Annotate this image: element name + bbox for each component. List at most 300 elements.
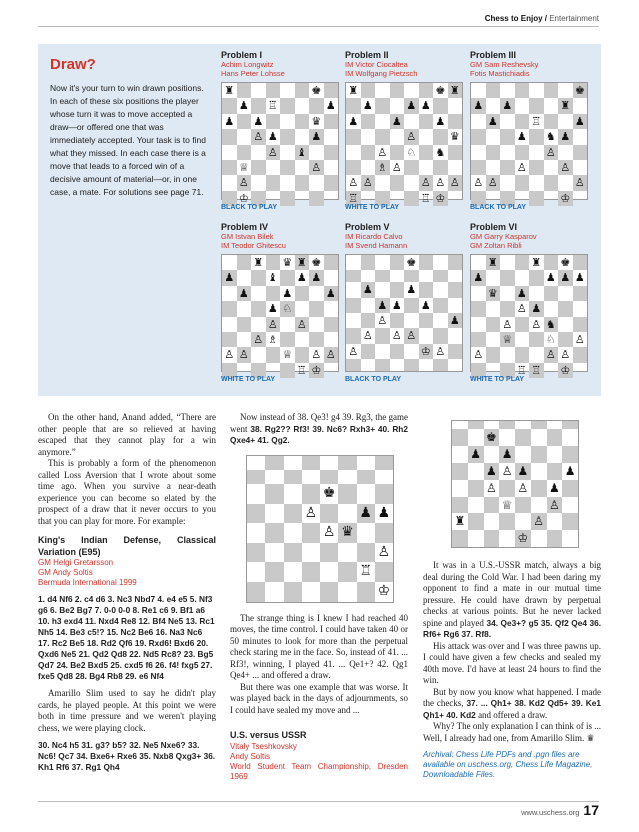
player-name: GM Zoltan Ribli <box>470 241 522 250</box>
board-square <box>515 114 530 129</box>
board-square <box>419 83 434 98</box>
board-square <box>375 562 393 582</box>
board-square <box>247 504 265 524</box>
board-square <box>237 270 252 285</box>
chess-piece-icon: ♟ <box>238 99 249 113</box>
board-square <box>222 160 237 175</box>
board-square <box>515 332 530 347</box>
chess-piece-icon: ♗ <box>375 160 390 175</box>
board-square <box>471 129 486 144</box>
board-square <box>486 347 501 362</box>
board-square <box>471 286 486 301</box>
chess-piece-icon: ♙ <box>266 145 281 160</box>
board-square <box>419 328 434 343</box>
board-square <box>529 191 544 206</box>
board-square <box>468 421 484 429</box>
board-square <box>448 328 463 343</box>
board-square <box>562 513 578 530</box>
board-square <box>486 129 501 144</box>
chess-piece-icon: ♟ <box>282 286 293 300</box>
player-name: IM Ricardo Calvo <box>345 232 403 241</box>
board-square <box>284 470 302 484</box>
board-square <box>531 497 547 514</box>
chess-piece-icon: ♔ <box>558 191 573 206</box>
board-square <box>500 347 515 362</box>
board-square <box>346 98 361 113</box>
chess-piece-icon: ♟ <box>404 98 419 113</box>
board-square <box>324 270 339 285</box>
board-square <box>324 114 339 129</box>
column-3 <box>423 412 601 780</box>
board-square <box>284 523 302 543</box>
board-square <box>544 301 559 316</box>
board-square <box>529 286 544 301</box>
player-name: Fotis Mastichiadis <box>470 69 530 78</box>
board-square <box>266 83 281 98</box>
board-square <box>280 270 295 285</box>
chess-diagram <box>470 254 588 377</box>
board-square <box>302 543 320 563</box>
player-name: Hans Peter Lohsse <box>221 69 285 78</box>
board-square <box>468 463 484 480</box>
paragraph <box>423 721 601 744</box>
board-square <box>531 530 547 547</box>
board-square <box>515 255 530 270</box>
chess-piece-icon: ♛ <box>449 130 460 144</box>
board-square <box>484 446 500 463</box>
chess-piece-icon: ♟ <box>253 114 264 128</box>
chess-piece-icon: ♖ <box>516 363 527 377</box>
game-white: Vitaly Tseshkovsky <box>230 741 297 751</box>
chess-piece-icon: ♙ <box>558 160 573 175</box>
board-square <box>468 530 484 547</box>
board-square <box>558 317 573 332</box>
chess-piece-icon: ♟ <box>545 271 556 285</box>
board-square <box>324 175 339 190</box>
board-square <box>390 270 405 282</box>
board-square <box>251 301 266 316</box>
board-square <box>266 286 281 301</box>
board-square <box>361 313 376 328</box>
chess-piece-icon: ♟ <box>448 313 463 328</box>
board-square <box>544 83 559 98</box>
board-square <box>452 463 468 480</box>
paragraph: But there was one example that was worse. It was played back in the days of adjournments, so I could have sealed my move and ... <box>230 681 408 715</box>
board-square <box>324 160 339 175</box>
board-square <box>468 429 484 446</box>
board-square <box>237 255 252 270</box>
chess-piece-icon: ♟ <box>499 446 515 463</box>
board-square <box>448 270 463 282</box>
to-move-label: WHITE TO PLAY <box>221 376 276 383</box>
board-square <box>515 421 531 429</box>
chess-piece-icon: ♔ <box>433 191 448 206</box>
board-square <box>361 114 376 129</box>
board-square <box>357 523 375 543</box>
board-square <box>361 129 376 144</box>
board-square <box>547 513 563 530</box>
board-square <box>448 344 463 359</box>
paragraph: Amarillo Slim used to say he didn't play cards, he played people. At this point we were both in time pressure and we weren't playing chess, we were playing clock. <box>38 688 216 733</box>
board-square <box>302 484 320 504</box>
board-square <box>471 145 486 160</box>
board-square <box>375 328 390 343</box>
chess-piece-icon: ♟ <box>267 302 278 316</box>
board-square <box>515 497 531 514</box>
player-name: GM Sam Reshevsky <box>470 60 539 69</box>
board-square <box>338 456 356 470</box>
board-square <box>237 301 252 316</box>
section-name: Chess to Enjoy / <box>484 14 547 23</box>
board-square <box>486 317 501 332</box>
draw-sidebar <box>38 44 212 396</box>
chess-piece-icon: ♙ <box>544 145 559 160</box>
chess-piece-icon: ♜ <box>486 255 501 270</box>
board-square <box>544 255 559 270</box>
board-square <box>573 301 588 316</box>
board-square <box>544 363 559 378</box>
game-title: King's Indian Defense, Classical Variation (E95) <box>38 535 216 557</box>
board-square <box>390 98 405 113</box>
chess-piece-icon: ♙ <box>224 348 235 362</box>
board-square <box>222 98 237 113</box>
player-name: Achim Longwitz <box>221 60 274 69</box>
board-square <box>531 429 547 446</box>
player-name: GM Istvan Bilek <box>221 232 274 241</box>
chess-piece-icon: ♚ <box>560 256 571 269</box>
board-square <box>265 562 283 582</box>
chess-piece-icon: ♟ <box>573 114 588 129</box>
game-moves: 1. d4 Nf6 2. c4 d6 3. Nc3 Nbd7 4. e4 e5 5. Nf3 g6 6. Be2 Bg7 7. 0-0 0-0 8. Re1 c6 9. Bf1 a6 10. h3 exd4 11. Nxd4 Re8 12. Bf4 Ne5 13. Rc1 Nh5 14. Be3 c5!? 15. Nc2 Be6 16. Na3 Nc6 17. Rc2 Be5 18. Rd2 Qf6 19. Rxd6! Bxd6 20. Qxd6 Ne5 21. Qd2 Qd8 22. Nd5 Rc8? 23. Bg5 Qd7 24. Be2 Bxd5 25. cxd5 f6 26. f4! fxg5 27. fxe5 Qd8 28. Bg4 Rb8 29. e6 Nf4 <box>38 594 215 681</box>
board-square <box>375 114 390 129</box>
problem-title: Problem I <box>221 50 263 60</box>
text: But by now you know what happened. I made the checks, <box>423 686 601 708</box>
chess-piece-icon: ♖ <box>346 191 361 206</box>
board-square <box>375 175 390 190</box>
chess-diagram <box>345 82 463 205</box>
board-square <box>515 270 530 285</box>
board-square <box>280 160 295 175</box>
chess-diagram <box>246 455 394 603</box>
board-square <box>222 255 237 270</box>
chess-piece-icon: ♟ <box>309 270 324 285</box>
board-square <box>284 456 302 470</box>
board-square <box>375 523 393 543</box>
board-square <box>419 255 434 270</box>
chess-piece-icon: ♙ <box>517 480 529 495</box>
board-square <box>284 582 302 602</box>
board-square <box>500 286 515 301</box>
board-square <box>500 301 515 316</box>
chess-piece-icon: ♟ <box>361 282 376 297</box>
to-move-label: WHITE TO PLAY <box>345 204 400 211</box>
board-square <box>515 98 530 113</box>
chess-piece-icon: ♚ <box>406 256 417 269</box>
chess-piece-icon: ♕ <box>501 497 513 512</box>
chess-piece-icon: ♔ <box>238 191 249 205</box>
chess-diagram <box>470 82 588 205</box>
chess-piece-icon: ♟ <box>500 98 515 113</box>
chess-piece-icon: ♔ <box>558 363 573 378</box>
chess-piece-icon: ♚ <box>573 83 588 98</box>
board-square <box>357 582 375 602</box>
board-square <box>404 313 419 328</box>
board-square <box>361 160 376 175</box>
board-square <box>375 83 390 98</box>
board-square <box>573 145 588 160</box>
archival-note: Archival: Chess Life PDFs and .pgn files are available on uschess.org, Chess Life Magazine, Downloadable Files. <box>423 750 593 779</box>
board-square <box>544 286 559 301</box>
board-square <box>247 582 265 602</box>
board-square <box>251 175 266 190</box>
board-square <box>346 160 361 175</box>
board-square <box>361 298 376 313</box>
board-square <box>302 523 320 543</box>
board-square <box>375 129 390 144</box>
chess-piece-icon: ♙ <box>295 317 310 332</box>
chess-piece-icon: ♚ <box>322 484 336 501</box>
board-square <box>324 317 339 332</box>
board-square <box>419 160 434 175</box>
chess-diagram <box>451 420 579 548</box>
board-square <box>486 332 501 347</box>
board-square <box>324 255 339 270</box>
board-square <box>375 456 393 470</box>
board-square <box>500 145 515 160</box>
board-square <box>515 83 530 98</box>
board-square <box>547 446 563 463</box>
board-square <box>222 129 237 144</box>
board-square <box>309 98 324 113</box>
board-square <box>486 270 501 285</box>
chess-piece-icon: ♚ <box>311 84 322 97</box>
chess-piece-icon: ♟ <box>348 114 359 128</box>
chess-piece-icon: ♜ <box>253 256 264 269</box>
board-square <box>573 129 588 144</box>
board-square <box>486 301 501 316</box>
board-square <box>448 359 463 371</box>
board-square <box>320 470 338 484</box>
board-square <box>295 98 310 113</box>
chess-piece-icon: ♜ <box>531 256 542 269</box>
chess-piece-icon: ♛ <box>486 286 501 301</box>
board-square <box>309 175 324 190</box>
board-square <box>452 480 468 497</box>
board-square <box>471 317 486 332</box>
board-square <box>302 470 320 484</box>
board-square <box>448 98 463 113</box>
moves-inline: 38. Rg2?? Rf3! 39. Nc6? Rxh3+ 40. Rh2 Qxe4+ 41. Qg2. <box>230 423 408 445</box>
board-square <box>251 83 266 98</box>
board-square <box>266 175 281 190</box>
to-move-label: BLACK TO PLAY <box>221 204 278 211</box>
chess-piece-icon: ♙ <box>473 176 484 190</box>
board-square <box>419 129 434 144</box>
board-square <box>500 114 515 129</box>
chess-piece-icon: ♔ <box>419 344 434 359</box>
sidebar-title: Draw? <box>50 56 96 73</box>
chess-piece-icon: ♟ <box>375 298 390 313</box>
board-square <box>338 582 356 602</box>
board-square <box>284 504 302 524</box>
board-square <box>484 421 500 429</box>
board-square <box>499 530 515 547</box>
chess-piece-icon: ♙ <box>547 497 563 514</box>
chess-piece-icon: ♖ <box>359 563 372 580</box>
board-square <box>433 328 448 343</box>
board-square <box>471 301 486 316</box>
chess-piece-icon: ♙ <box>574 333 585 347</box>
chess-piece-icon: ♔ <box>377 582 391 599</box>
board-square <box>471 160 486 175</box>
board-square <box>295 83 310 98</box>
board-square <box>433 313 448 328</box>
game-title: U.S. versus USSR <box>230 730 307 740</box>
chess-piece-icon: ♟ <box>357 504 375 524</box>
chess-piece-icon: ♖ <box>529 363 544 378</box>
board-square <box>375 359 390 371</box>
chess-piece-icon: ♟ <box>529 301 544 316</box>
board-square <box>280 363 295 378</box>
chess-piece-icon: ♟ <box>406 283 417 297</box>
board-square <box>486 145 501 160</box>
board-square <box>562 429 578 446</box>
board-square <box>324 332 339 347</box>
board-square <box>309 317 324 332</box>
chess-piece-icon: ♘ <box>280 301 295 316</box>
chess-piece-icon: ♞ <box>435 145 446 159</box>
chess-piece-icon: ♙ <box>237 347 252 362</box>
chess-piece-icon: ♟ <box>548 480 560 495</box>
paragraph: The strange thing is I knew I had reached 40 moves, the time control. I could have taken 40 or 50 minutes to look for more than the perpetual check staring me in the face. So, instead of 41. ... Rf3!, winning, I played 41. ... Qe1+? 42. Qg1 Qe4+ ... and offered a draw. <box>230 612 408 680</box>
board-square <box>295 160 310 175</box>
board-square <box>573 317 588 332</box>
chess-piece-icon: ♟ <box>515 463 531 480</box>
chess-piece-icon: ♙ <box>348 176 359 190</box>
problem-heading <box>345 50 417 78</box>
chess-piece-icon: ♟ <box>420 99 431 113</box>
chess-piece-icon: ♙ <box>266 317 281 332</box>
board-square <box>338 562 356 582</box>
chess-piece-icon: ♟ <box>558 270 573 285</box>
board-square <box>295 301 310 316</box>
board-square <box>309 191 324 206</box>
board-square <box>338 484 356 504</box>
board-square <box>247 543 265 563</box>
board-square <box>265 484 283 504</box>
chess-piece-icon: ♟ <box>468 446 484 463</box>
chess-diagram <box>221 254 339 377</box>
problem-heading <box>221 222 286 250</box>
board-square <box>280 175 295 190</box>
chess-diagram <box>345 254 463 372</box>
board-square <box>251 160 266 175</box>
game-event: Bermuda International 1999 <box>38 578 137 587</box>
board-square <box>500 160 515 175</box>
player-name: IM Teodor Ghitescu <box>221 241 286 250</box>
chess-piece-icon: ♜ <box>454 514 466 529</box>
board-square <box>237 332 252 347</box>
board-square <box>320 582 338 602</box>
board-square <box>468 480 484 497</box>
chess-piece-icon: ♕ <box>238 161 249 175</box>
chess-piece-icon: ♟ <box>558 129 573 144</box>
page-footer <box>521 802 599 818</box>
board-square <box>320 562 338 582</box>
board-square <box>247 523 265 543</box>
problem-title: Problem V <box>345 222 390 232</box>
board-square <box>448 160 463 175</box>
chess-piece-icon: ♙ <box>348 344 359 358</box>
board-square <box>346 282 361 297</box>
board-square <box>324 191 339 206</box>
board-square <box>547 530 563 547</box>
board-square <box>309 286 324 301</box>
chess-piece-icon: ♙ <box>377 314 388 327</box>
chess-piece-icon: ♙ <box>304 504 318 521</box>
board-square <box>558 301 573 316</box>
board-square <box>558 145 573 160</box>
chess-piece-icon: ♜ <box>224 84 235 97</box>
board-square <box>562 446 578 463</box>
board-square <box>404 298 419 313</box>
board-square <box>237 317 252 332</box>
board-square <box>375 282 390 297</box>
page-number: 17 <box>583 802 599 818</box>
board-square <box>448 145 463 160</box>
chess-piece-icon: ♕ <box>500 332 515 347</box>
chess-piece-icon: ♙ <box>544 347 559 362</box>
chess-piece-icon: ♙ <box>486 175 501 190</box>
chess-piece-icon: ♞ <box>545 130 556 144</box>
chess-piece-icon: ♙ <box>311 348 322 362</box>
board-square <box>390 145 405 160</box>
board-square <box>433 129 448 144</box>
board-square <box>531 463 547 480</box>
chess-piece-icon: ♙ <box>501 464 513 479</box>
board-square <box>471 332 486 347</box>
board-square <box>222 145 237 160</box>
board-square <box>346 359 361 371</box>
chess-piece-icon: ♙ <box>404 129 419 144</box>
chess-piece-icon: ♙ <box>573 175 588 190</box>
board-square <box>529 98 544 113</box>
board-square <box>295 175 310 190</box>
chess-piece-icon: ♙ <box>502 317 513 331</box>
chess-piece-icon: ♜ <box>295 255 310 270</box>
player-name: IM Victor Ciocaltea <box>345 60 408 69</box>
board-square <box>452 497 468 514</box>
board-square <box>573 286 588 301</box>
board-square <box>529 347 544 362</box>
board-square <box>375 484 393 504</box>
board-square <box>309 145 324 160</box>
chess-piece-icon: ♙ <box>485 480 497 495</box>
board-square <box>404 114 419 129</box>
board-square <box>295 347 310 362</box>
chess-piece-icon: ♟ <box>325 99 336 113</box>
board-square <box>324 145 339 160</box>
board-square <box>338 504 356 524</box>
board-square <box>471 114 486 129</box>
board-square <box>320 543 338 563</box>
board-square <box>433 282 448 297</box>
board-square <box>499 429 515 446</box>
board-square <box>357 484 375 504</box>
board-square <box>280 114 295 129</box>
chess-piece-icon: ♙ <box>435 344 446 358</box>
board-square <box>531 480 547 497</box>
